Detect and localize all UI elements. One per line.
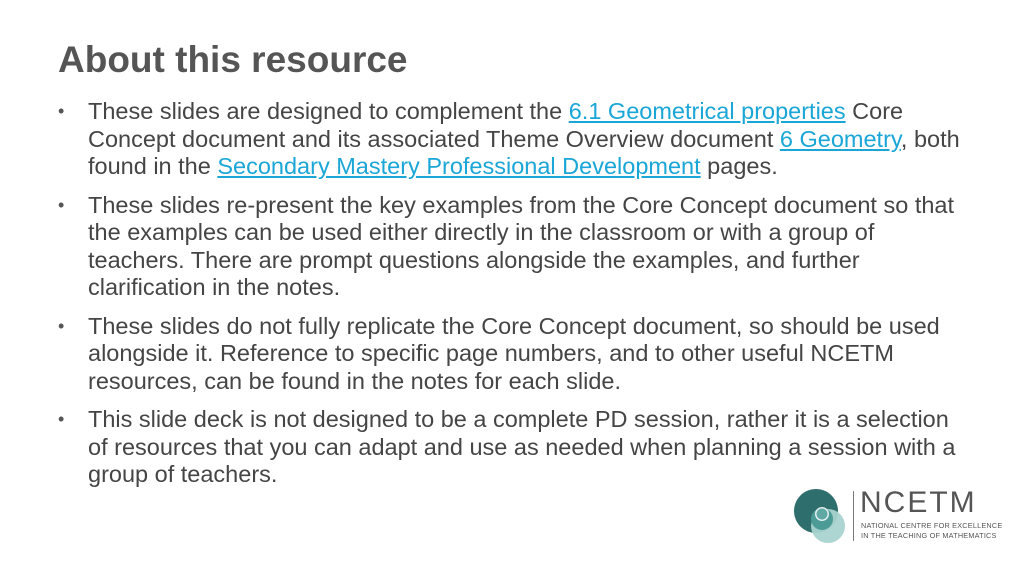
logo-tagline: [861, 521, 1002, 541]
logo-tagline-line: IN THE TEACHING OF MATHEMATICS: [861, 531, 997, 540]
bullet-marker: •: [58, 101, 65, 121]
bullet-item-3: [58, 313, 968, 396]
bullet-item-4: [58, 406, 968, 489]
bullet-marker: •: [58, 315, 65, 336]
link-geometrical-properties[interactable]: 6.1 Geometrical properties: [568, 98, 846, 124]
bullet-marker: •: [58, 194, 65, 215]
logo-wordmark: NCETM: [860, 486, 977, 519]
bullet-text-part: pages.: [700, 153, 778, 179]
bullet-item-1: [58, 98, 968, 181]
bullet-item-2: [58, 192, 968, 302]
bullet-text: These slides do not fully replicate the Core Concept document, so should be used alongside it. Reference to specific page numbers, and to other useful NCETM resources, can be found in the notes for each slide.: [88, 312, 940, 394]
link-6-geometry[interactable]: 6 Geometry: [779, 125, 901, 152]
link-secondary-mastery-pd[interactable]: Secondary Mastery Professional Development: [217, 153, 701, 179]
ncetm-logo: [790, 486, 1003, 544]
slide-title: About this resource: [58, 39, 408, 80]
bullet-marker: •: [58, 409, 65, 429]
logo-divider: [853, 491, 854, 541]
bullet-text-part: , both found in the: [88, 125, 960, 179]
bullet-text-part: These slides are designed to complement the: [88, 98, 569, 124]
ncetm-circles-icon: [790, 488, 850, 544]
bullet-text-part: Core Concept document and its associated Theme Overview document: [88, 98, 904, 152]
bullet-list: [58, 98, 968, 500]
bullet-text: These slides re-present the key examples from the Core Concept document so that the examples can be used either directly in the classroom or with a group of teachers. There are prompt questions alongside the examples, and further clarification in the notes.: [88, 191, 955, 300]
logo-tagline-line: NATIONAL CENTRE FOR EXCELLENCE: [861, 521, 1003, 530]
bullet-text: This slide deck is not designed to be a complete PD session, rather it is a selection of resources that you can adapt and use as needed when planning a session with a group of teachers.: [88, 406, 956, 487]
